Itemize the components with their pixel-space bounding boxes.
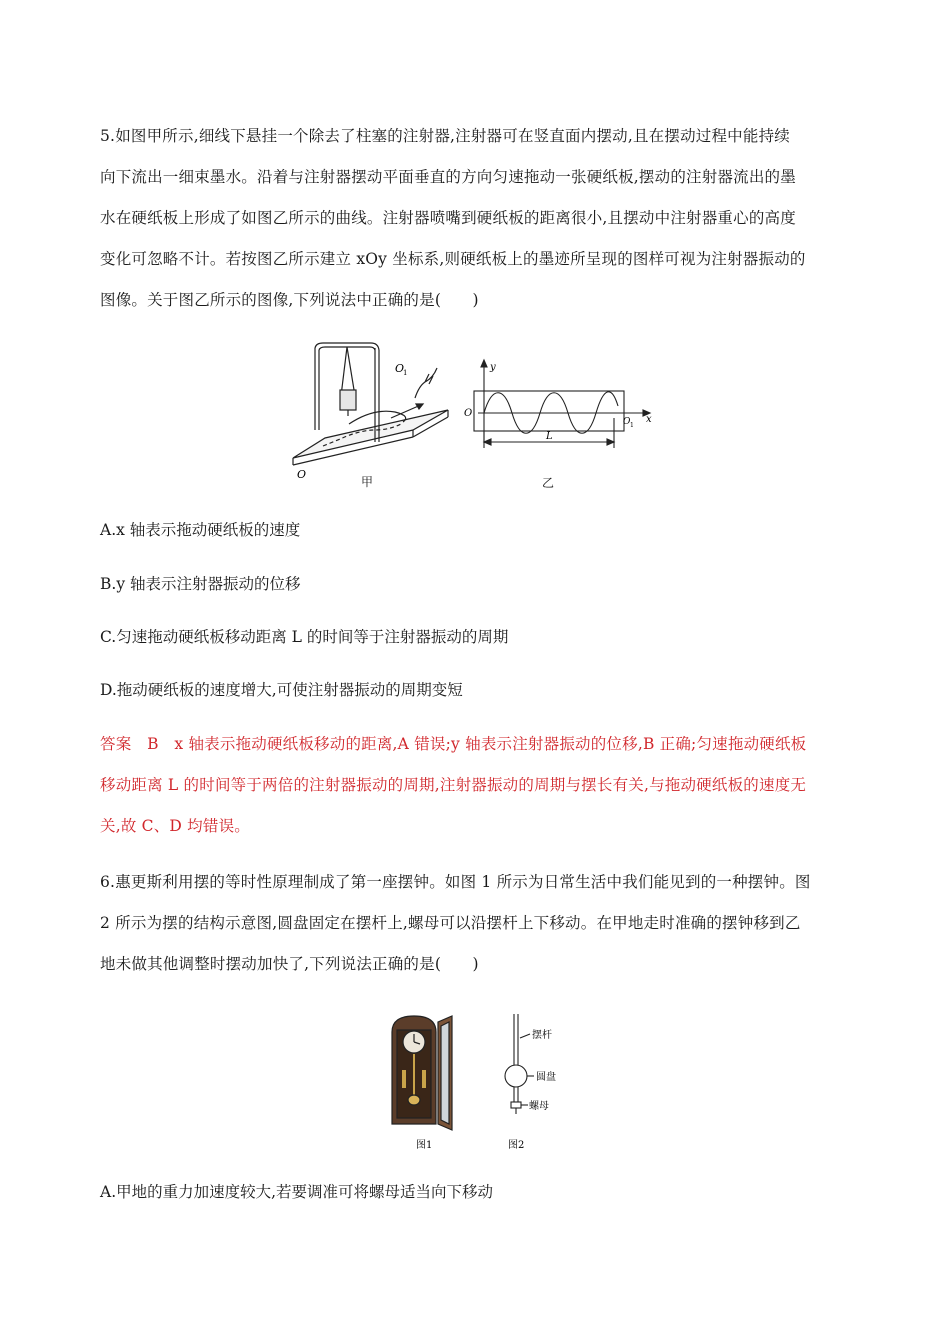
label-O: O — [297, 468, 307, 481]
figure-pendulum-clock — [388, 1012, 568, 1158]
axis-label-y: y — [490, 362, 496, 373]
q6-line: 2 所示为摆的结构示意图,圆盘固定在摆杆上,螺母可以沿摆杆上下移动。在甲地走时准确的摆钟移到乙 — [100, 914, 801, 932]
axis-label-x: x — [646, 414, 652, 425]
q5-option-b: B.y 轴表示注射器振动的位移 — [100, 575, 301, 593]
q5-option-a: A.x 轴表示拖动硬纸板的速度 — [100, 521, 301, 539]
answer-line: 关,故 C、D 均错误。 — [100, 817, 250, 835]
q6-line: 地未做其他调整时摆动加快了,下列说法正确的是( ) — [100, 955, 479, 973]
q5-line: 水在硬纸板上形成了如图乙所示的曲线。注射器喷嘴到硬纸板的距离很小,且摆动中注射器重心的高度 — [100, 209, 796, 227]
label-pendulum-rod: 摆杆 — [532, 1030, 552, 1041]
answer-line: 移动距离 L 的时间等于两倍的注射器振动的周期,注射器振动的周期与摆长有关,与拖动硬纸板的速度无 — [100, 776, 807, 794]
label-disk: 圆盘 — [536, 1072, 556, 1083]
label-O1: O — [395, 362, 405, 375]
q5-line: 向下流出一细束墨水。沿着与注射器摆动平面垂直的方向匀速拖动一张硬纸板,摆动的注射器流出的墨 — [100, 168, 796, 186]
q5-line: 图像。关于图乙所示的图像,下列说法中正确的是( ) — [100, 291, 479, 309]
trace-graph — [460, 356, 660, 456]
q6-option-a: A.甲地的重力加速度较大,若要调准可将螺母适当向下移动 — [100, 1183, 494, 1201]
origin-label-O: O — [464, 408, 473, 419]
apparatus-drawing — [283, 338, 453, 493]
caption-jia: 甲 — [361, 475, 374, 489]
clock-drawing — [388, 1012, 568, 1154]
q5-option-c: C.匀速拖动硬纸板移动距离 L 的时间等于注射器振动的周期 — [100, 628, 509, 646]
question-5-text — [100, 116, 855, 321]
caption-yi: 乙 — [542, 476, 555, 490]
label-O1-subscript: 1 — [403, 369, 408, 377]
caption-figure-2: 图2 — [508, 1140, 525, 1151]
label-O1-right: O — [623, 417, 631, 427]
figure-jia-apparatus — [283, 338, 453, 497]
dimension-label-L: L — [546, 431, 553, 442]
caption-figure-1: 图1 — [416, 1140, 433, 1151]
label-nut: 螺母 — [529, 1101, 549, 1112]
question-6-text — [100, 862, 855, 985]
q5-answer — [100, 724, 855, 847]
label-O1-right-subscript: 1 — [630, 422, 634, 429]
q5-option-d: D.拖动硬纸板的速度增大,可使注射器振动的周期变短 — [100, 681, 463, 699]
figure-yi-graph — [460, 356, 660, 490]
answer-line: 答案 B x 轴表示拖动硬纸板移动的距离,A 错误;y 轴表示注射器振动的位移,B 正确;匀速拖动硬纸板 — [100, 735, 807, 753]
q5-line: 变化可忽略不计。若按图乙所示建立 xOy 坐标系,则硬纸板上的墨迹所呈现的图样可视为注射器振动的 — [100, 250, 806, 268]
q5-line: 5.如图甲所示,细线下悬挂一个除去了柱塞的注射器,注射器可在竖直面内摆动,且在摆动过程中能持续 — [100, 127, 790, 145]
q6-line: 6.惠更斯利用摆的等时性原理制成了第一座摆钟。如图 1 所示为日常生活中我们能见到的一种摆钟。图 — [100, 873, 811, 891]
